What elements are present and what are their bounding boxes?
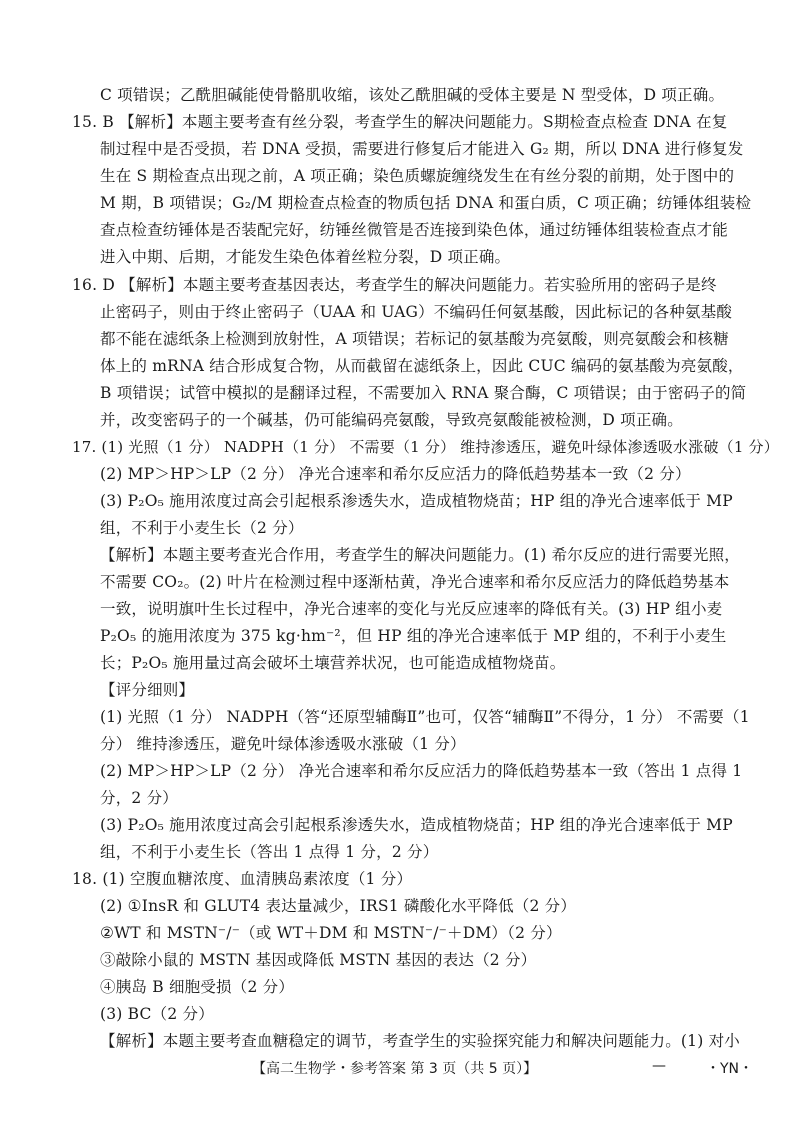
text-line: 组，不利于小麦生长（2 分） bbox=[100, 519, 304, 537]
text-line: 长；P₂O₅ 施用量过高会破坏土壤营养状况，也可能造成植物烧苗。 bbox=[100, 654, 566, 672]
text-line: 18. (1) 空腹血糖浓度、血清胰岛素浓度（1 分） bbox=[72, 870, 413, 888]
text-line: 不需要 CO₂。(2) 叶片在检测过程中逐渐枯黄，净光合速率和希尔反应活力的降低趋势基本 bbox=[100, 573, 730, 591]
text-line: M 期，B 项错误；G₂/M 期检查点检查的物质包括 DNA 和蛋白质，C 项正确；纺锤体组装检 bbox=[100, 194, 752, 212]
text-line: 17. (1) 光照（1 分） NADPH（1 分） 不需要（1 分） 维持渗透压，避免叶绿体渗透吸水涨破（1 分） bbox=[72, 438, 779, 456]
text-line: (3) BC（2 分） bbox=[100, 1005, 214, 1023]
footer-page-info: 【高二生物学・参考答案 第 3 页（共 5 页）】 bbox=[252, 1061, 538, 1077]
text-line: 分，2 分） bbox=[100, 789, 178, 807]
text-line: 一致，说明旗叶生长过程中，净光合速率的变化与光反应速率的降低有关。(3) HP 组小麦 bbox=[100, 600, 723, 618]
text-line: 【评分细则】 bbox=[100, 681, 195, 699]
text-line: 进入中期、后期，才能发生染色体着丝粒分裂，D 项正确。 bbox=[100, 248, 511, 266]
text-line: (2) MP＞HP＞LP（2 分） 净光合速率和希尔反应活力的降低趋势基本一致（2 分） bbox=[100, 465, 691, 483]
text-line: 分） 维持渗透压，避免叶绿体渗透吸水涨破（1 分） bbox=[100, 735, 466, 753]
text-line: 都不能在滤纸条上检测到放射性，A 项错误；若标记的氨基酸为亮氨酸，则亮氨酸会和核糖 bbox=[100, 330, 729, 348]
text-line: (3) P₂O₅ 施用浓度过高会引起根系渗透失水，造成植物烧苗；HP 组的净光合速率低于 MP bbox=[100, 492, 733, 510]
text-line: ②WT 和 MSTN⁻/⁻（或 WT＋DM 和 MSTN⁻/⁻＋DM）（2 分） bbox=[100, 924, 562, 942]
text-line: (1) 光照（1 分） NADPH（答“还原型辅酶Ⅱ”也可，仅答“辅酶Ⅱ”不得分，1 分） 不需要（1 bbox=[100, 708, 750, 726]
text-line: 查点检查纺锤体是否装配完好，纺锤丝微管是否连接到染色体，通过纺锤体组装检查点才能 bbox=[100, 221, 729, 239]
footer-code: ・YN・ bbox=[706, 1061, 754, 1077]
text-line: 组，不利于小麦生长（答出 1 点得 1 分，2 分） bbox=[100, 843, 439, 861]
text-line: 并，改变密码子的一个碱基，仍可能编码亮氨酸，导致亮氨酸能被检测，D 项正确。 bbox=[100, 411, 683, 429]
page-footer bbox=[0, 1058, 800, 1082]
text-line: 制过程中是否受损，若 DNA 受损，需要进行修复后才能进入 G₂ 期，所以 DNA 进行修复发 bbox=[100, 140, 744, 158]
text-line: 止密码子，则由于终止密码子（UAA 和 UAG）不编码任何氨基酸，因此标记的各种氨基酸 bbox=[100, 303, 733, 321]
text-line: (2) MP＞HP＞LP（2 分） 净光合速率和希尔反应活力的降低趋势基本一致（答出 1 点得 1 bbox=[100, 762, 743, 780]
text-line: ③敲除小鼠的 MSTN 基因或降低 MSTN 基因的表达（2 分） bbox=[100, 951, 537, 969]
text-line: 15. B 【解析】本题主要考查有丝分裂，考查学生的解决问题能力。S期检查点检查 DNA 在复 bbox=[72, 113, 728, 131]
text-line: ④胰岛 B 细胞受损（2 分） bbox=[100, 978, 295, 996]
text-line: 体上的 mRNA 结合形成复合物，从而截留在滤纸条上，因此 CUC 编码的氨基酸为亮氨酸， bbox=[100, 357, 744, 375]
text-line: (2) ①InsR 和 GLUT4 表达量减少，IRS1 磷酸化水平降低（2 分） bbox=[100, 897, 577, 915]
text-line: C 项错误；乙酰胆碱能使骨骼肌收缩，该处乙酰胆碱的受体主要是 N 型受体，D 项正确。 bbox=[100, 86, 725, 104]
text-line: 生在 S 期检查点出现之前，A 项正确；染色质螺旋缠绕发生在有丝分裂的前期，处于图中的 bbox=[100, 167, 735, 185]
text-line: P₂O₅ 的施用浓度为 375 kg·hm⁻²，但 HP 组的净光合速率低于 MP 组的，不利于小麦生 bbox=[100, 627, 727, 645]
text-line: 【解析】本题主要考查血糖稳定的调节，考查学生的实验探究能力和解决问题能力。(1) 对小 bbox=[100, 1032, 740, 1050]
text-line: B 项错误；试管中模拟的是翻译过程，不需要加入 RNA 聚合酶，C 项错误；由于密码子的简 bbox=[100, 384, 747, 402]
text-line: (3) P₂O₅ 施用浓度过高会引起根系渗透失水，造成植物烧苗；HP 组的净光合速率低于 MP bbox=[100, 816, 733, 834]
footer-mark: — bbox=[652, 1058, 666, 1074]
text-line: 16. D 【解析】本题主要考查基因表达，考查学生的解决问题能力。若实验所用的密码子是终 bbox=[72, 276, 717, 294]
text-line: 【解析】本题主要考查光合作用，考查学生的解决问题能力。(1) 希尔反应的进行需要光照， bbox=[100, 546, 740, 564]
